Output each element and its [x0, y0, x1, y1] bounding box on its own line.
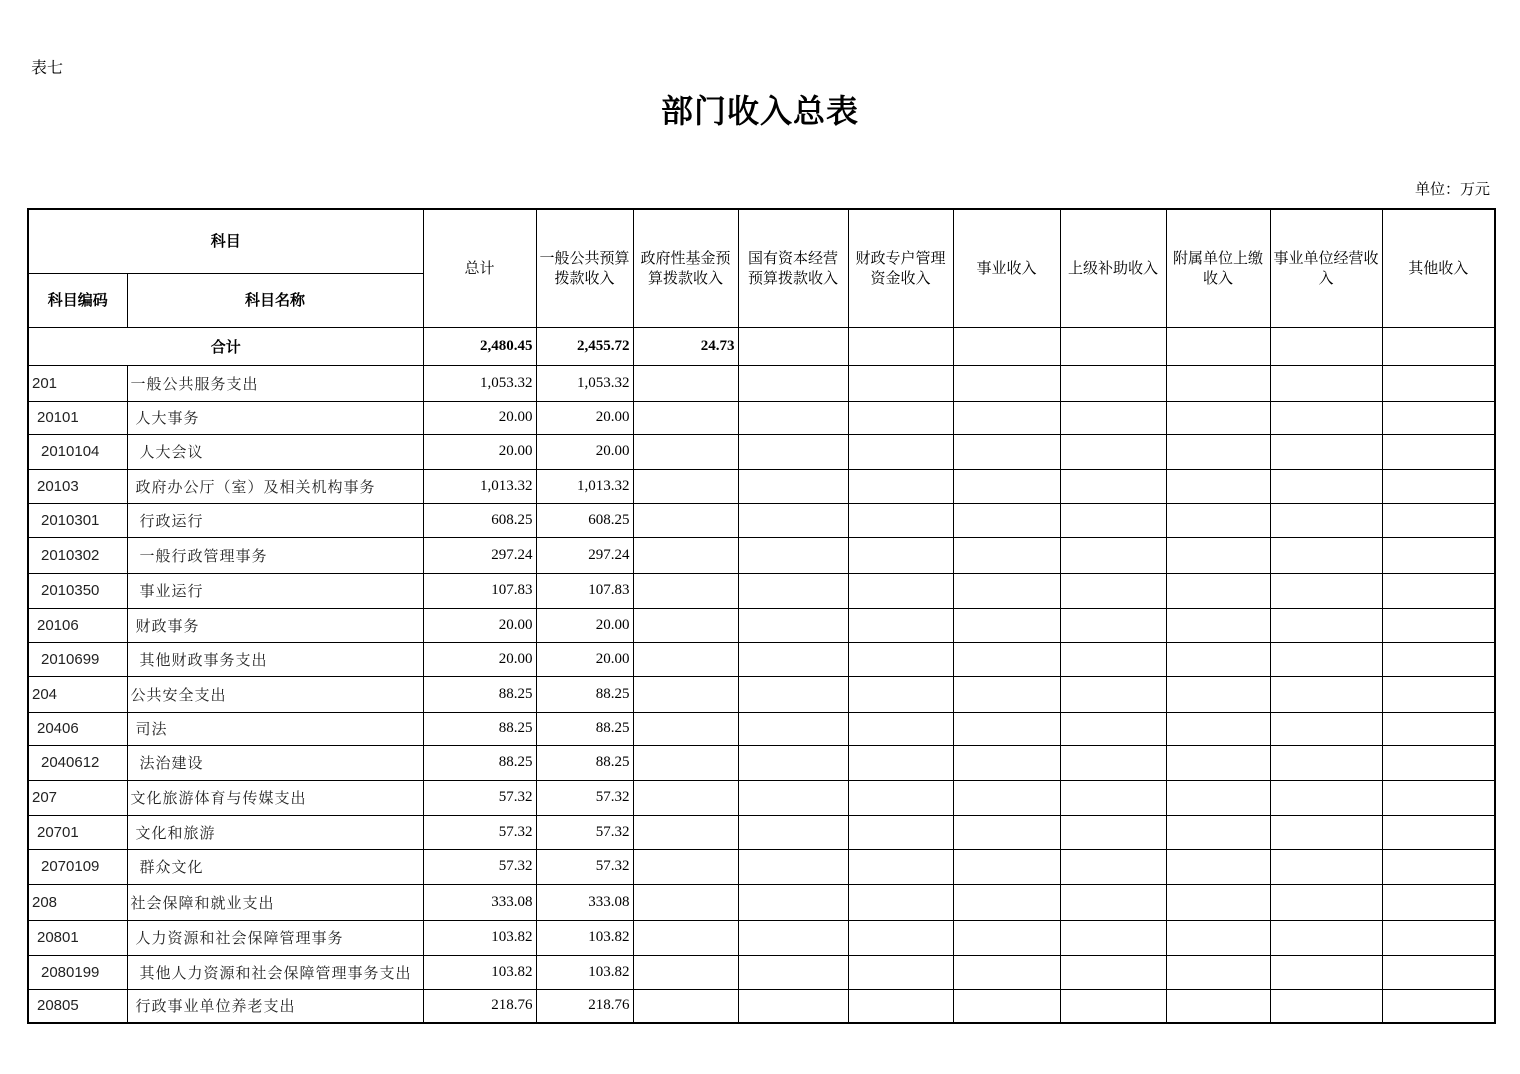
- subject-name-cell: 人大事务: [127, 401, 423, 434]
- total-empty-cell: [738, 327, 848, 365]
- empty-cell: [1060, 469, 1166, 503]
- empty-cell: [1382, 712, 1495, 745]
- empty-cell: [633, 676, 738, 712]
- subject-name-cell: 事业运行: [127, 573, 423, 608]
- empty-cell: [633, 573, 738, 608]
- empty-cell: [953, 815, 1060, 849]
- table-row: [28, 745, 1495, 780]
- empty-cell: [738, 712, 848, 745]
- empty-cell: [738, 989, 848, 1023]
- empty-cell: [633, 401, 738, 434]
- empty-cell: [1270, 712, 1382, 745]
- empty-cell: [1060, 434, 1166, 469]
- table-row: [28, 815, 1495, 849]
- empty-cell: [848, 676, 953, 712]
- table-row: [28, 573, 1495, 608]
- empty-cell: [953, 573, 1060, 608]
- empty-cell: [738, 642, 848, 676]
- empty-cell: [738, 745, 848, 780]
- empty-cell: [848, 884, 953, 920]
- total-general-budget: 2,455.72: [536, 327, 633, 365]
- header-fiscal-special: 财政专户管理资金收入: [848, 209, 953, 327]
- header-general-budget: 一般公共预算拨款收入: [536, 209, 633, 327]
- empty-cell: [1382, 920, 1495, 955]
- empty-cell: [738, 537, 848, 573]
- empty-cell: [1382, 434, 1495, 469]
- header-business-income: 事业收入: [953, 209, 1060, 327]
- empty-cell: [1060, 849, 1166, 884]
- total-cell: 103.82: [423, 955, 536, 989]
- empty-cell: [953, 712, 1060, 745]
- empty-cell: [1382, 573, 1495, 608]
- empty-cell: [633, 365, 738, 401]
- empty-cell: [1270, 815, 1382, 849]
- total-empty-cell: [848, 327, 953, 365]
- empty-cell: [848, 434, 953, 469]
- empty-cell: [953, 608, 1060, 642]
- empty-cell: [738, 608, 848, 642]
- total-cell: 1,013.32: [423, 469, 536, 503]
- table-row: [28, 884, 1495, 920]
- subject-code-cell: 204: [28, 676, 127, 712]
- empty-cell: [1270, 884, 1382, 920]
- total-cell: 88.25: [423, 712, 536, 745]
- empty-cell: [1270, 642, 1382, 676]
- empty-cell: [633, 642, 738, 676]
- general-budget-cell: 333.08: [536, 884, 633, 920]
- empty-cell: [953, 365, 1060, 401]
- total-cell: 57.32: [423, 815, 536, 849]
- total-cell: 1,053.32: [423, 365, 536, 401]
- empty-cell: [953, 849, 1060, 884]
- empty-cell: [953, 884, 1060, 920]
- table-row: [28, 401, 1495, 434]
- table-row: [28, 469, 1495, 503]
- subject-code-cell: 20103: [28, 469, 127, 503]
- empty-cell: [1382, 503, 1495, 537]
- header-superior-subsidy: 上级补助收入: [1060, 209, 1166, 327]
- general-budget-cell: 1,013.32: [536, 469, 633, 503]
- empty-cell: [1060, 920, 1166, 955]
- empty-cell: [848, 745, 953, 780]
- table-row: [28, 608, 1495, 642]
- subject-name-cell: 行政运行: [127, 503, 423, 537]
- empty-cell: [848, 920, 953, 955]
- subject-code-cell: 2010104: [28, 434, 127, 469]
- empty-cell: [1166, 884, 1270, 920]
- subject-name-cell: 一般公共服务支出: [127, 365, 423, 401]
- empty-cell: [1060, 642, 1166, 676]
- table-number-label: 表七: [31, 58, 64, 77]
- subject-code-cell: 208: [28, 884, 127, 920]
- empty-cell: [738, 780, 848, 815]
- table-row: [28, 712, 1495, 745]
- empty-cell: [1060, 573, 1166, 608]
- empty-cell: [1060, 503, 1166, 537]
- empty-cell: [1270, 434, 1382, 469]
- empty-cell: [953, 401, 1060, 434]
- total-cell: 107.83: [423, 573, 536, 608]
- subject-name-cell: 财政事务: [127, 608, 423, 642]
- empty-cell: [1060, 815, 1166, 849]
- subject-code-cell: 20801: [28, 920, 127, 955]
- empty-cell: [1166, 503, 1270, 537]
- empty-cell: [1382, 884, 1495, 920]
- empty-cell: [1382, 815, 1495, 849]
- empty-cell: [1166, 780, 1270, 815]
- subject-name-cell: 人大会议: [127, 434, 423, 469]
- total-cell: 57.32: [423, 780, 536, 815]
- total-cell: 297.24: [423, 537, 536, 573]
- empty-cell: [1166, 642, 1270, 676]
- total-empty-cell: [1060, 327, 1166, 365]
- empty-cell: [848, 537, 953, 573]
- subject-name-cell: 政府办公厅（室）及相关机构事务: [127, 469, 423, 503]
- empty-cell: [1166, 815, 1270, 849]
- table-row: [28, 434, 1495, 469]
- empty-cell: [1166, 920, 1270, 955]
- subject-name-cell: 其他人力资源和社会保障管理事务支出: [127, 955, 423, 989]
- general-budget-cell: 57.32: [536, 849, 633, 884]
- empty-cell: [848, 712, 953, 745]
- header-subject: 科目: [28, 209, 423, 273]
- empty-cell: [1060, 989, 1166, 1023]
- table-row: [28, 989, 1495, 1023]
- empty-cell: [953, 676, 1060, 712]
- empty-cell: [633, 712, 738, 745]
- empty-cell: [1060, 780, 1166, 815]
- subject-name-cell: 一般行政管理事务: [127, 537, 423, 573]
- empty-cell: [848, 989, 953, 1023]
- empty-cell: [953, 989, 1060, 1023]
- total-cell: 88.25: [423, 676, 536, 712]
- header-subject-name: 科目名称: [127, 273, 423, 327]
- general-budget-cell: 103.82: [536, 955, 633, 989]
- subject-code-cell: 2080199: [28, 955, 127, 989]
- empty-cell: [1270, 573, 1382, 608]
- header-business-operation: 事业单位经营收入: [1270, 209, 1382, 327]
- empty-cell: [1270, 780, 1382, 815]
- empty-cell: [1270, 920, 1382, 955]
- empty-cell: [738, 955, 848, 989]
- empty-cell: [1270, 676, 1382, 712]
- empty-cell: [1060, 955, 1166, 989]
- total-cell: 218.76: [423, 989, 536, 1023]
- empty-cell: [1270, 989, 1382, 1023]
- empty-cell: [1270, 401, 1382, 434]
- empty-cell: [633, 884, 738, 920]
- subject-code-cell: 20701: [28, 815, 127, 849]
- empty-cell: [633, 815, 738, 849]
- empty-cell: [848, 469, 953, 503]
- income-summary-table: [27, 208, 1496, 1024]
- empty-cell: [1270, 503, 1382, 537]
- table-row: [28, 537, 1495, 573]
- empty-cell: [1060, 745, 1166, 780]
- subject-code-cell: 201: [28, 365, 127, 401]
- empty-cell: [1382, 401, 1495, 434]
- empty-cell: [1166, 955, 1270, 989]
- unit-label: 单位：万元: [1414, 180, 1490, 198]
- total-cell: 608.25: [423, 503, 536, 537]
- empty-cell: [633, 608, 738, 642]
- total-cell: 20.00: [423, 401, 536, 434]
- empty-cell: [1382, 780, 1495, 815]
- empty-cell: [848, 608, 953, 642]
- subject-code-cell: 2040612: [28, 745, 127, 780]
- total-empty-cell: [1166, 327, 1270, 365]
- empty-cell: [738, 401, 848, 434]
- empty-cell: [1166, 849, 1270, 884]
- empty-cell: [738, 920, 848, 955]
- empty-cell: [1060, 884, 1166, 920]
- empty-cell: [848, 642, 953, 676]
- empty-cell: [1382, 989, 1495, 1023]
- empty-cell: [1382, 676, 1495, 712]
- table-row: [28, 642, 1495, 676]
- empty-cell: [633, 989, 738, 1023]
- empty-cell: [1166, 401, 1270, 434]
- general-budget-cell: 57.32: [536, 815, 633, 849]
- empty-cell: [1060, 608, 1166, 642]
- empty-cell: [1166, 608, 1270, 642]
- empty-cell: [953, 745, 1060, 780]
- empty-cell: [1382, 955, 1495, 989]
- empty-cell: [1270, 537, 1382, 573]
- empty-cell: [1270, 365, 1382, 401]
- empty-cell: [953, 642, 1060, 676]
- empty-cell: [848, 573, 953, 608]
- empty-cell: [633, 434, 738, 469]
- total-gov-fund: 24.73: [633, 327, 738, 365]
- empty-cell: [1382, 537, 1495, 573]
- empty-cell: [953, 955, 1060, 989]
- empty-cell: [1166, 365, 1270, 401]
- empty-cell: [1270, 955, 1382, 989]
- empty-cell: [953, 920, 1060, 955]
- empty-cell: [1166, 712, 1270, 745]
- empty-cell: [1270, 469, 1382, 503]
- subject-name-cell: 司法: [127, 712, 423, 745]
- empty-cell: [953, 469, 1060, 503]
- empty-cell: [633, 469, 738, 503]
- general-budget-cell: 20.00: [536, 401, 633, 434]
- header-subject-code: 科目编码: [28, 273, 127, 327]
- empty-cell: [848, 401, 953, 434]
- general-budget-cell: 88.25: [536, 676, 633, 712]
- empty-cell: [1166, 469, 1270, 503]
- empty-cell: [1166, 537, 1270, 573]
- subject-code-cell: 20805: [28, 989, 127, 1023]
- subject-code-cell: 20406: [28, 712, 127, 745]
- subject-name-cell: 文化和旅游: [127, 815, 423, 849]
- general-budget-cell: 57.32: [536, 780, 633, 815]
- table-row: [28, 503, 1495, 537]
- total-empty-cell: [1382, 327, 1495, 365]
- empty-cell: [633, 537, 738, 573]
- empty-cell: [1270, 849, 1382, 884]
- subject-code-cell: 207: [28, 780, 127, 815]
- table-row: [28, 849, 1495, 884]
- table-row: [28, 676, 1495, 712]
- total-cell: 57.32: [423, 849, 536, 884]
- table-row: [28, 955, 1495, 989]
- total-cell: 20.00: [423, 642, 536, 676]
- total-row: [28, 327, 1495, 365]
- empty-cell: [848, 503, 953, 537]
- general-budget-cell: 20.00: [536, 434, 633, 469]
- empty-cell: [738, 573, 848, 608]
- empty-cell: [1060, 365, 1166, 401]
- empty-cell: [1382, 608, 1495, 642]
- empty-cell: [1382, 642, 1495, 676]
- empty-cell: [738, 676, 848, 712]
- empty-cell: [738, 815, 848, 849]
- subject-code-cell: 20106: [28, 608, 127, 642]
- subject-name-cell: 群众文化: [127, 849, 423, 884]
- empty-cell: [1270, 745, 1382, 780]
- subject-name-cell: 文化旅游体育与传媒支出: [127, 780, 423, 815]
- empty-cell: [1166, 434, 1270, 469]
- general-budget-cell: 88.25: [536, 745, 633, 780]
- total-cell: 20.00: [423, 434, 536, 469]
- empty-cell: [1060, 537, 1166, 573]
- total-empty-cell: [1270, 327, 1382, 365]
- general-budget-cell: 103.82: [536, 920, 633, 955]
- empty-cell: [848, 849, 953, 884]
- empty-cell: [1060, 401, 1166, 434]
- general-budget-cell: 218.76: [536, 989, 633, 1023]
- empty-cell: [738, 884, 848, 920]
- header-other-income: 其他收入: [1382, 209, 1495, 327]
- general-budget-cell: 107.83: [536, 573, 633, 608]
- empty-cell: [738, 469, 848, 503]
- subject-code-cell: 2010301: [28, 503, 127, 537]
- total-total: 2,480.45: [423, 327, 536, 365]
- total-empty-cell: [953, 327, 1060, 365]
- total-cell: 88.25: [423, 745, 536, 780]
- empty-cell: [633, 955, 738, 989]
- empty-cell: [1382, 849, 1495, 884]
- header-gov-fund: 政府性基金预算拨款收入: [633, 209, 738, 327]
- header-affiliated-units: 附属单位上缴收入: [1166, 209, 1270, 327]
- subject-name-cell: 人力资源和社会保障管理事务: [127, 920, 423, 955]
- table-row: [28, 920, 1495, 955]
- empty-cell: [633, 920, 738, 955]
- subject-code-cell: 2010699: [28, 642, 127, 676]
- empty-cell: [848, 815, 953, 849]
- empty-cell: [953, 503, 1060, 537]
- general-budget-cell: 88.25: [536, 712, 633, 745]
- empty-cell: [1166, 989, 1270, 1023]
- subject-name-cell: 社会保障和就业支出: [127, 884, 423, 920]
- empty-cell: [1166, 745, 1270, 780]
- general-budget-cell: 608.25: [536, 503, 633, 537]
- empty-cell: [633, 503, 738, 537]
- general-budget-cell: 20.00: [536, 642, 633, 676]
- empty-cell: [848, 365, 953, 401]
- empty-cell: [1270, 608, 1382, 642]
- empty-cell: [953, 434, 1060, 469]
- empty-cell: [633, 849, 738, 884]
- empty-cell: [633, 780, 738, 815]
- empty-cell: [1166, 573, 1270, 608]
- empty-cell: [1060, 712, 1166, 745]
- empty-cell: [633, 745, 738, 780]
- page-title: 部门收入总表: [660, 92, 859, 130]
- general-budget-cell: 297.24: [536, 537, 633, 573]
- subject-name-cell: 法治建设: [127, 745, 423, 780]
- subject-name-cell: 公共安全支出: [127, 676, 423, 712]
- empty-cell: [848, 955, 953, 989]
- empty-cell: [738, 365, 848, 401]
- subject-code-cell: 20101: [28, 401, 127, 434]
- table-row: [28, 780, 1495, 815]
- header-total: 总计: [423, 209, 536, 327]
- subject-name-cell: 其他财政事务支出: [127, 642, 423, 676]
- total-cell: 20.00: [423, 608, 536, 642]
- subject-name-cell: 行政事业单位养老支出: [127, 989, 423, 1023]
- empty-cell: [738, 849, 848, 884]
- total-cell: 103.82: [423, 920, 536, 955]
- header-state-capital: 国有资本经营预算拨款收入: [738, 209, 848, 327]
- empty-cell: [1382, 469, 1495, 503]
- table-row: [28, 365, 1495, 401]
- subject-code-cell: 2070109: [28, 849, 127, 884]
- total-cell: 333.08: [423, 884, 536, 920]
- empty-cell: [1382, 745, 1495, 780]
- general-budget-cell: 20.00: [536, 608, 633, 642]
- empty-cell: [738, 503, 848, 537]
- empty-cell: [738, 434, 848, 469]
- empty-cell: [1060, 676, 1166, 712]
- empty-cell: [1166, 676, 1270, 712]
- subject-code-cell: 2010302: [28, 537, 127, 573]
- empty-cell: [953, 537, 1060, 573]
- general-budget-cell: 1,053.32: [536, 365, 633, 401]
- empty-cell: [1382, 365, 1495, 401]
- total-label: 合计: [28, 327, 423, 365]
- subject-code-cell: 2010350: [28, 573, 127, 608]
- empty-cell: [953, 780, 1060, 815]
- empty-cell: [848, 780, 953, 815]
